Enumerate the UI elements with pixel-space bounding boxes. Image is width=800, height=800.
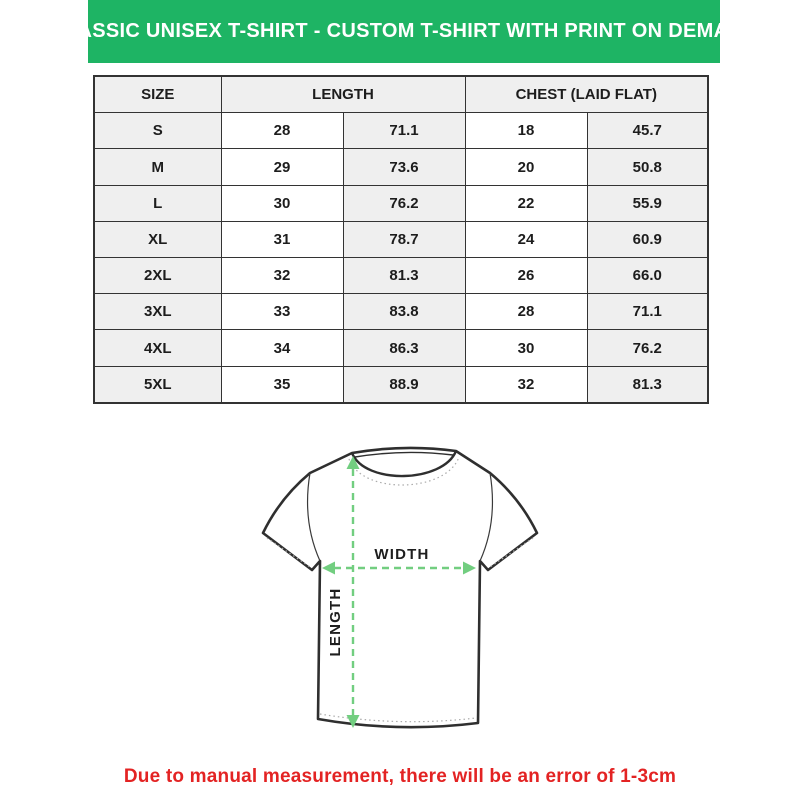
- size-chart-table: [93, 75, 709, 404]
- title-banner: [50, 0, 758, 63]
- size-label: 3XL: [94, 294, 221, 330]
- chest-cm: 66.0: [587, 258, 708, 294]
- chest-cm: 55.9: [587, 185, 708, 221]
- chest-in: 22: [465, 185, 587, 221]
- col-header-length: LENGTH: [221, 76, 465, 113]
- length-cm: 83.8: [343, 294, 465, 330]
- chest-in: 28: [465, 294, 587, 330]
- table-header-row: [94, 76, 708, 113]
- table-row: [94, 149, 708, 185]
- length-cm: 86.3: [343, 330, 465, 366]
- chest-cm: 71.1: [587, 294, 708, 330]
- length-label: LENGTH: [327, 587, 344, 657]
- chest-cm: 76.2: [587, 330, 708, 366]
- length-in: 34: [221, 330, 343, 366]
- chest-cm: 81.3: [587, 366, 708, 403]
- length-in: 33: [221, 294, 343, 330]
- table-row: [94, 258, 708, 294]
- chest-cm: 60.9: [587, 221, 708, 257]
- chest-in: 26: [465, 258, 587, 294]
- table-row: [94, 294, 708, 330]
- length-in: 29: [221, 149, 343, 185]
- width-label: WIDTH: [374, 546, 430, 563]
- length-cm: 78.7: [343, 221, 465, 257]
- size-label: 5XL: [94, 366, 221, 403]
- size-label: 4XL: [94, 330, 221, 366]
- size-label: L: [94, 185, 221, 221]
- col-header-chest: CHEST (LAID FLAT): [465, 76, 708, 113]
- table-row: [94, 221, 708, 257]
- chest-in: 32: [465, 366, 587, 403]
- length-in: 32: [221, 258, 343, 294]
- length-cm: 76.2: [343, 185, 465, 221]
- chest-in: 30: [465, 330, 587, 366]
- page-title: CLASSIC UNISEX T-SHIRT - CUSTOM T-SHIRT WITH PRINT ON DEMAND: [50, 20, 758, 42]
- length-cm: 73.6: [343, 149, 465, 185]
- chest-in: 24: [465, 221, 587, 257]
- length-cm: 88.9: [343, 366, 465, 403]
- size-label: M: [94, 149, 221, 185]
- length-cm: 81.3: [343, 258, 465, 294]
- size-label: S: [94, 113, 221, 149]
- length-cm: 71.1: [343, 113, 465, 149]
- table-row: [94, 113, 708, 149]
- col-header-size: SIZE: [94, 76, 221, 113]
- tshirt-outline: [263, 448, 537, 727]
- size-label: XL: [94, 221, 221, 257]
- table-row: [94, 330, 708, 366]
- measurement-note: Due to manual measurement, there will be an error of 1-3cm: [123, 766, 677, 787]
- chest-cm: 50.8: [587, 149, 708, 185]
- chest-in: 20: [465, 149, 587, 185]
- tshirt-diagram-svg: [250, 443, 550, 753]
- tshirt-measurement-diagram: [250, 443, 550, 753]
- length-in: 30: [221, 185, 343, 221]
- chest-in: 18: [465, 113, 587, 149]
- chest-cm: 45.7: [587, 113, 708, 149]
- table-row: [94, 185, 708, 221]
- table-row: [94, 366, 708, 403]
- size-label: 2XL: [94, 258, 221, 294]
- length-in: 31: [221, 221, 343, 257]
- length-in: 35: [221, 366, 343, 403]
- length-in: 28: [221, 113, 343, 149]
